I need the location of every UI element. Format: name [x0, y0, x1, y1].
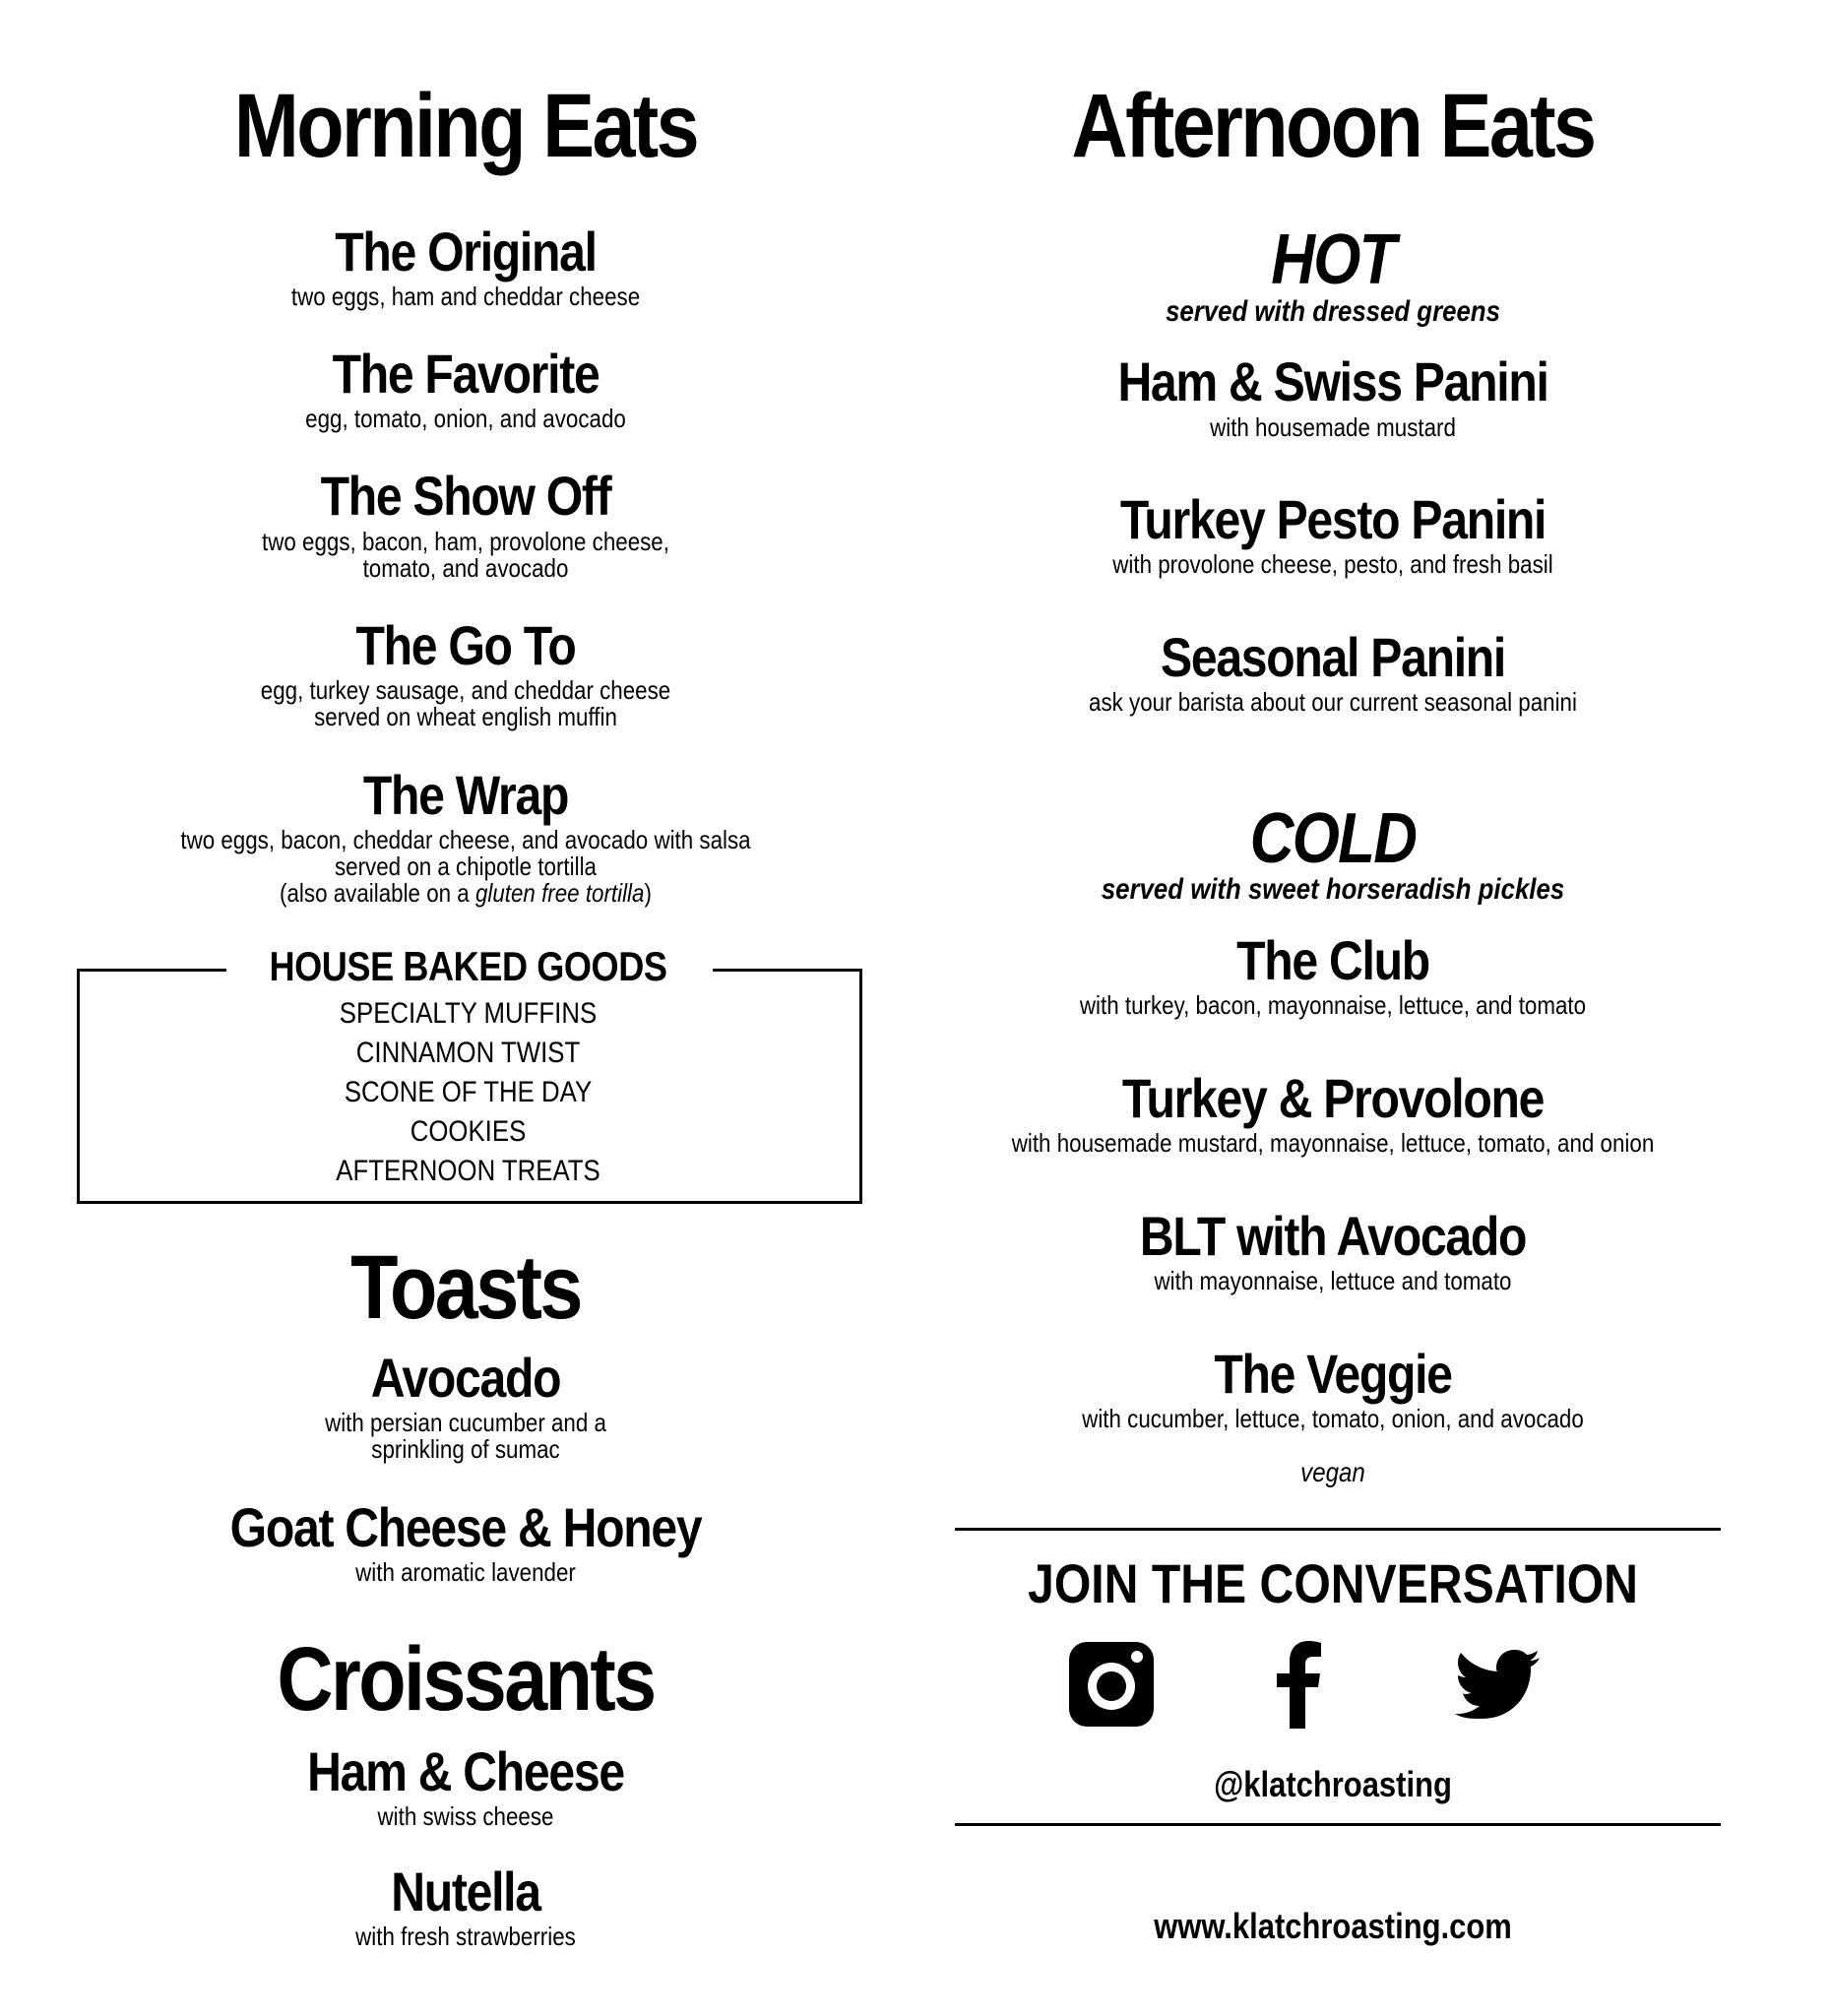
item-title: The Go To — [355, 614, 576, 676]
social-handle: @klatchroasting — [1214, 1764, 1452, 1804]
item-desc: two eggs, bacon, ham, provolone cheese, — [262, 527, 669, 556]
item-desc: egg, turkey sausage, and cheddar cheese — [260, 675, 671, 705]
item-desc: with aromatic lavender — [355, 1557, 576, 1587]
item-title: BLT with Avocado — [1139, 1205, 1527, 1267]
social-section — [949, 0, 1717, 2016]
baked-item: SPECIALTY MUFFINS — [339, 997, 598, 1030]
item-title: The Wrap — [362, 764, 569, 826]
item-desc: ask your barista about our current seasonal panini — [1089, 687, 1577, 717]
instagram-icon[interactable] — [1069, 1642, 1154, 1727]
twitter-icon[interactable] — [1455, 1650, 1540, 1719]
item-desc: with fresh strawberries — [355, 1922, 576, 1951]
item-title: The Veggie — [1214, 1343, 1452, 1405]
facebook-icon — [1276, 1640, 1321, 1729]
item-title: The Show Off — [320, 465, 611, 527]
item-desc: served on wheat english muffin — [314, 702, 617, 731]
facebook-icon[interactable] — [1276, 1640, 1321, 1729]
item-desc: served on a chipotle tortilla — [334, 851, 597, 881]
item-desc: with housemade mustard, mayonnaise, lettuce, tomato, and onion — [1011, 1128, 1655, 1158]
baked-item: AFTERNOON TREATS — [336, 1155, 600, 1187]
toasts-title: Toasts — [350, 1237, 581, 1338]
item-note: (also available on a gluten free tortilla) — [280, 878, 652, 908]
item-title: The Favorite — [332, 343, 600, 405]
afternoon-title: Afternoon Eats — [1071, 76, 1595, 176]
item-title: The Original — [335, 220, 597, 283]
join-title: JOIN THE CONVERSATION — [1028, 1552, 1638, 1614]
toasts-croissants-column — [59, 0, 872, 2016]
baked-item: SCONE OF THE DAY — [344, 1076, 593, 1108]
item-title: Ham & Cheese — [307, 1740, 624, 1802]
baked-goods-title: HOUSE BAKED GOODS — [269, 943, 667, 989]
item-desc: two eggs, ham and cheddar cheese — [290, 282, 641, 311]
hot-served: served with dressed greens — [1166, 295, 1500, 328]
divider — [955, 1823, 1721, 1826]
cold-label: COLD — [1249, 799, 1417, 878]
cold-served: served with sweet horseradish pickles — [1101, 873, 1565, 906]
website: www.klatchroasting.com — [1154, 1906, 1512, 1946]
baked-item: CINNAMON TWIST — [355, 1037, 581, 1069]
item-desc: with cucumber, lettuce, tomato, onion, and avocado — [1082, 1404, 1584, 1433]
item-desc: with swiss cheese — [377, 1801, 554, 1831]
croissants-title: Croissants — [277, 1629, 655, 1730]
item-desc: tomato, and avocado — [362, 553, 569, 583]
item-title: Turkey Pesto Panini — [1119, 488, 1547, 550]
item-desc: with persian cucumber and a — [325, 1408, 606, 1437]
item-title: The Club — [1236, 929, 1429, 991]
item-title: Nutella — [391, 1860, 540, 1922]
item-desc: with housemade mustard — [1210, 412, 1456, 442]
item-title: Turkey & Provolone — [1121, 1067, 1545, 1129]
item-title: Seasonal Panini — [1160, 626, 1506, 688]
item-desc: with provolone cheese, pesto, and fresh basil — [1112, 549, 1553, 579]
instagram-icon — [1069, 1642, 1154, 1727]
item-title: Ham & Swiss Panini — [1117, 350, 1548, 412]
vegan-note: vegan — [1300, 1457, 1365, 1487]
item-desc: with mayonnaise, lettuce and tomato — [1154, 1266, 1512, 1295]
hot-label: HOT — [1271, 220, 1395, 299]
item-desc: egg, tomato, onion, and avocado — [305, 404, 626, 433]
baked-item: COOKIES — [410, 1115, 527, 1148]
item-title: Avocado — [370, 1347, 561, 1409]
item-desc: sprinkling of sumac — [371, 1434, 560, 1464]
morning-title: Morning Eats — [233, 76, 698, 176]
twitter-icon — [1455, 1650, 1540, 1719]
item-desc: two eggs, bacon, cheddar cheese, and avocado with salsa — [180, 825, 751, 854]
item-desc: with turkey, bacon, mayonnaise, lettuce, and tomato — [1079, 990, 1587, 1020]
item-title: Goat Cheese & Honey — [229, 1496, 702, 1558]
